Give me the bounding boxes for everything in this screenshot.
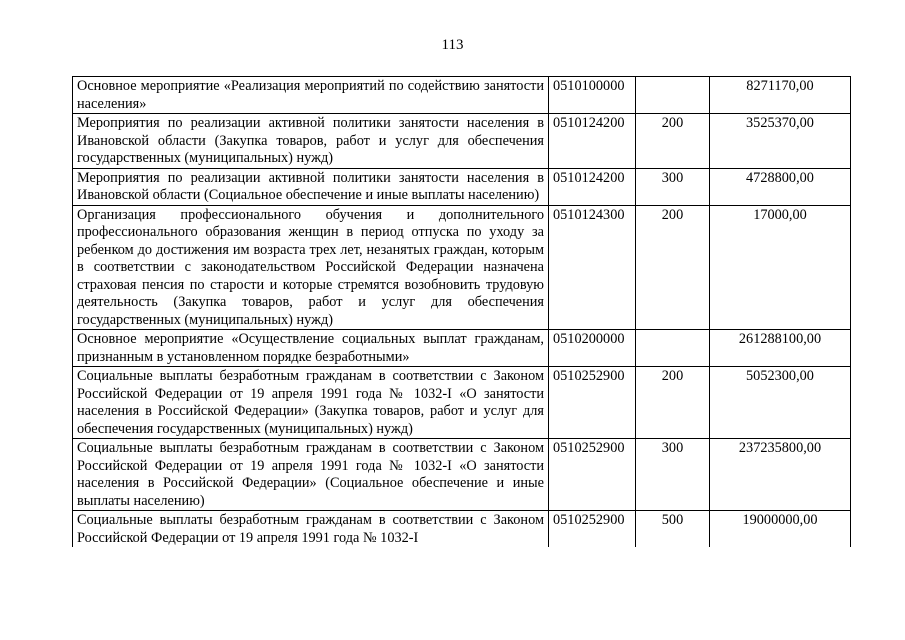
expense-type-code xyxy=(636,77,710,114)
target-article-code: 0510252900 xyxy=(549,511,636,548)
table-row xyxy=(73,367,851,439)
target-article-code: 0510252900 xyxy=(549,367,636,439)
table-row xyxy=(73,168,851,205)
row-description: Социальные выплаты безработным гражданам в соответствии с Законом Российской Федерации от 19 апреля 1991 года № 1032-I xyxy=(73,511,549,548)
target-article-code: 0510200000 xyxy=(549,330,636,367)
expense-type-code: 200 xyxy=(636,367,710,439)
amount: 17000,00 xyxy=(710,205,851,330)
amount: 4728800,00 xyxy=(710,168,851,205)
target-article-code: 0510252900 xyxy=(549,439,636,511)
amount: 261288100,00 xyxy=(710,330,851,367)
table-row xyxy=(73,330,851,367)
row-description: Основное мероприятие «Реализация мероприятий по содействию занятости населения» xyxy=(73,77,549,114)
row-description: Социальные выплаты безработным гражданам в соответствии с Законом Российской Федерации от 19 апреля 1991 года № 1032-I «О занятости населения в Российской Федерации» (Социальное обеспечение и иные выплаты населению) xyxy=(73,439,549,511)
expense-type-code: 300 xyxy=(636,168,710,205)
expense-type-code: 300 xyxy=(636,439,710,511)
expense-type-code: 200 xyxy=(636,114,710,169)
amount: 19000000,00 xyxy=(710,511,851,548)
table-row xyxy=(73,205,851,330)
amount: 5052300,00 xyxy=(710,367,851,439)
page-number: 113 xyxy=(441,37,464,53)
row-description: Социальные выплаты безработным гражданам в соответствии с Законом Российской Федерации от 19 апреля 1991 года № 1032-I «О занятости населения в Российской Федерации» (Закупка товаров, работ и услуг для обеспечения государственных (муниципальных) нужд) xyxy=(73,367,549,439)
target-article-code: 0510124200 xyxy=(549,114,636,169)
budget-table xyxy=(72,76,851,547)
row-description: Мероприятия по реализации активной политики занятости населения в Ивановской области (Закупка товаров, работ и услуг для обеспечения государственных (муниципальных) нужд) xyxy=(73,114,549,169)
target-article-code: 0510124300 xyxy=(549,205,636,330)
table-row xyxy=(73,114,851,169)
expense-type-code: 200 xyxy=(636,205,710,330)
target-article-code: 0510124200 xyxy=(549,168,636,205)
expense-type-code xyxy=(636,330,710,367)
amount: 8271170,00 xyxy=(710,77,851,114)
table-row xyxy=(73,77,851,114)
target-article-code: 0510100000 xyxy=(549,77,636,114)
row-description: Основное мероприятие «Осуществление социальных выплат гражданам, признанным в установленном порядке безработными» xyxy=(73,330,549,367)
row-description: Организация профессионального обучения и дополнительного профессионального образования женщин в период отпуска по уходу за ребенком до достижения им возраста трех лет, незанятых граждан, которым в соответствии с законодательством Российской Федерации назначена страховая пенсия по старости и которые стремятся возобновить трудовую деятельность (Закупка товаров, работ и услуг для обеспечения государственных (муниципальных) нужд) xyxy=(73,205,549,330)
table-row xyxy=(73,439,851,511)
amount: 237235800,00 xyxy=(710,439,851,511)
expense-type-code: 500 xyxy=(636,511,710,548)
table-row xyxy=(73,511,851,548)
amount: 3525370,00 xyxy=(710,114,851,169)
row-description: Мероприятия по реализации активной политики занятости населения в Ивановской области (Социальное обеспечение и иные выплаты населению) xyxy=(73,168,549,205)
